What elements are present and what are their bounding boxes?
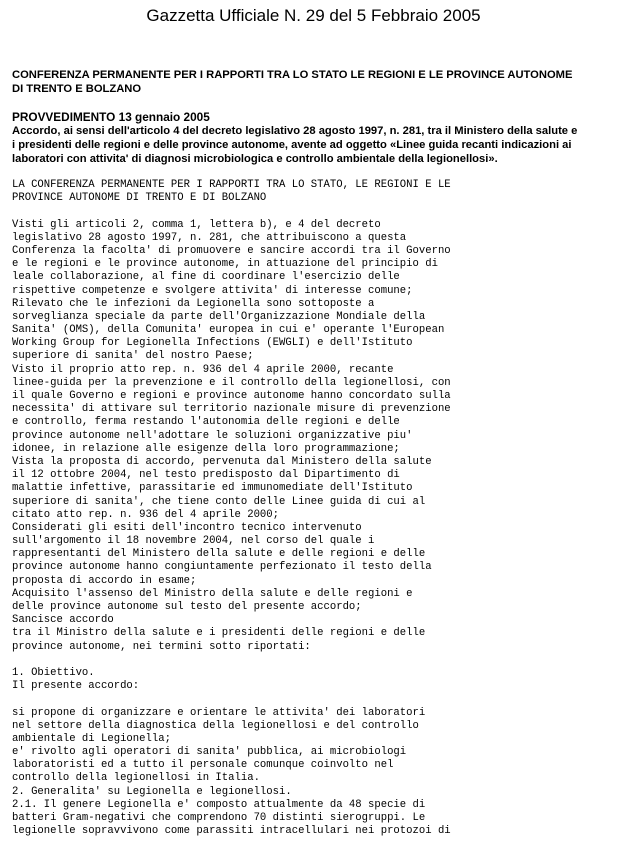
body-text-line: superiore di sanita' del nostro Paese; <box>12 350 254 363</box>
blank-line <box>12 693 620 706</box>
body-text-line: province autonome nell'adottare le soluzioni organizzative piu' <box>12 429 413 442</box>
body-text-line: Rilevato che le infezioni da Legionella sono sottoposte a <box>12 297 375 310</box>
body-text-line: Working Group for Legionella Infections (EWGLI) e dell'Istituto <box>12 337 413 350</box>
body-text-line: batteri Gram-negativi che comprendono 70 distinti sierogruppi. Le <box>12 812 426 824</box>
body-text-line: idonee, in relazione alle esigenze della loro programmazione; <box>12 442 400 455</box>
body-text-line: Acquisito l'assenso del Ministro della salute e delle regioni e <box>12 587 413 600</box>
body-text-line: nel settore della diagnostica della legionellosi e del controllo <box>12 719 419 732</box>
blank-line <box>12 205 620 218</box>
body-text-line: si propone di organizzare e orientare le attivita' dei laboratori <box>12 706 426 719</box>
body-text-line: province autonome, nei termini sotto riportati: <box>12 640 311 653</box>
body-text-line: controllo della legionellosi in Italia. <box>12 772 260 785</box>
body-text-line: 2.1. Il genere Legionella e' composto attualmente da 48 specie di <box>12 798 426 811</box>
body-text-line: e' rivolto agli operatori di sanita' pubblica, ai microbiologi <box>12 746 407 759</box>
body-text-line: legionelle sopravvivono come parassiti intracellulari nei protozoi di <box>12 825 451 838</box>
body-text-line: 1. Obiettivo. <box>12 666 95 679</box>
conference-heading-line: CONFERENZA PERMANENTE PER I RAPPORTI TRA LO STATO LE REGIONI E LE PROVINCE AUTONOME <box>12 69 573 81</box>
decree-heading: PROVVEDIMENTO 13 gennaio 2005 <box>12 110 210 124</box>
decree-subject-line: i presidenti delle regioni e delle province autonome, avente ad oggetto «Linee guida recanti indicazioni ai <box>12 139 572 151</box>
body-text-line: 2. Generalita' su Legionella e legionellosi. <box>12 785 292 798</box>
body-text-line: necessita' di attivare sul territorio nazionale misure di prevenzione <box>12 403 451 416</box>
body-text-line: PROVINCE AUTONOME DI TRENTO E DI BOLZANO <box>12 192 267 205</box>
body-text-line: e controllo, ferma restando l'autonomia delle regioni e delle <box>12 416 400 429</box>
decree-subject-line: laboratori con attivita' di diagnosi microbiologica e controllo ambientale della legionellosi». <box>12 153 498 165</box>
body-text-line: linee-guida per la prevenzione e il controllo della legionellosi, con <box>12 376 451 389</box>
decree-block <box>12 110 620 166</box>
body-text-line: LA CONFERENZA PERMANENTE PER I RAPPORTI TRA LO STATO, LE REGIONI E LE <box>12 179 451 191</box>
body-text-line: Vista la proposta di accordo, pervenuta dal Ministero della salute <box>12 455 432 468</box>
body-text-line: il 12 ottobre 2004, nel testo predisposto dal Dipartimento di <box>12 469 400 482</box>
body-text-line: sull'argomento il 18 novembre 2004, nel corso del quale i <box>12 535 375 548</box>
body-text-line: province autonome hanno congiuntamente perfezionato il testo della <box>12 561 432 574</box>
body-text-line: il quale Governo e regioni e province autonome hanno concordato sulla <box>12 390 451 402</box>
body-text-line: ambientale di Legionella; <box>12 732 171 745</box>
body-text-line: legislativo 28 agosto 1997, n. 281, che attribuiscono a questa <box>12 231 407 244</box>
body-text-line: Sanita' (OMS), della Comunita' europea in cui e' operante l'European <box>12 324 445 337</box>
body-text-line: proposta di accordo in esame; <box>12 574 197 587</box>
body-text-line: rispettive competenze e svolgere attivita' di interesse comune; <box>12 284 413 297</box>
body-text-line: malattie infettive, parassitarie ed immunomediate dell'Istituto <box>12 482 413 495</box>
body-text-line: Visti gli articoli 2, comma 1, lettera b), e 4 del decreto <box>12 218 381 231</box>
body-text-line: delle province autonome sul testo del presente accordo; <box>12 601 362 613</box>
body-text-line: sorveglianza speciale da parte dell'Organizzazione Mondiale della <box>12 310 426 323</box>
body-text-line: laboratoristi ed a tutto il personale comunque coinvolto nel <box>12 759 394 772</box>
body-text-line: rappresentanti del Ministero della salute e delle regioni e delle <box>12 548 426 561</box>
conference-heading <box>12 68 620 96</box>
body-text-line: Conferenza la facolta' di promuovere e sancire accordi tra il Governo <box>12 244 451 257</box>
body-text-line: Sancisce accordo <box>12 614 114 627</box>
body-text-line: tra il Ministro della salute e i presidenti delle regioni e delle <box>12 627 426 640</box>
gazette-title: Gazzetta Ufficiale N. 29 del 5 Febbraio 2005 <box>146 6 481 25</box>
body-text-line: Considerati gli esiti dell'incontro tecnico intervenuto <box>12 521 362 534</box>
body-text-line: Visto il proprio atto rep. n. 936 del 4 aprile 2000, recante <box>12 363 394 376</box>
blank-line <box>12 654 620 667</box>
conference-heading-line: DI TRENTO E BOLZANO <box>12 83 142 95</box>
document-body <box>12 179 620 838</box>
decree-subject-line: Accordo, ai sensi dell'articolo 4 del decreto legislativo 28 agosto 1997, n. 281, tra il Ministero della salute e <box>12 125 578 137</box>
body-text-line: citato atto rep. n. 936 del 4 aprile 2000; <box>12 508 280 521</box>
body-text-line: Il presente accordo: <box>12 680 140 693</box>
body-text-line: superiore di sanita', che tiene conto delle Linee guida di cui al <box>12 495 426 508</box>
body-text-line: leale collaborazione, al fine di coordinare l'esercizio delle <box>12 271 400 284</box>
body-text-line: e le regioni e le province autonome, in attuazione del principio di <box>12 258 438 271</box>
